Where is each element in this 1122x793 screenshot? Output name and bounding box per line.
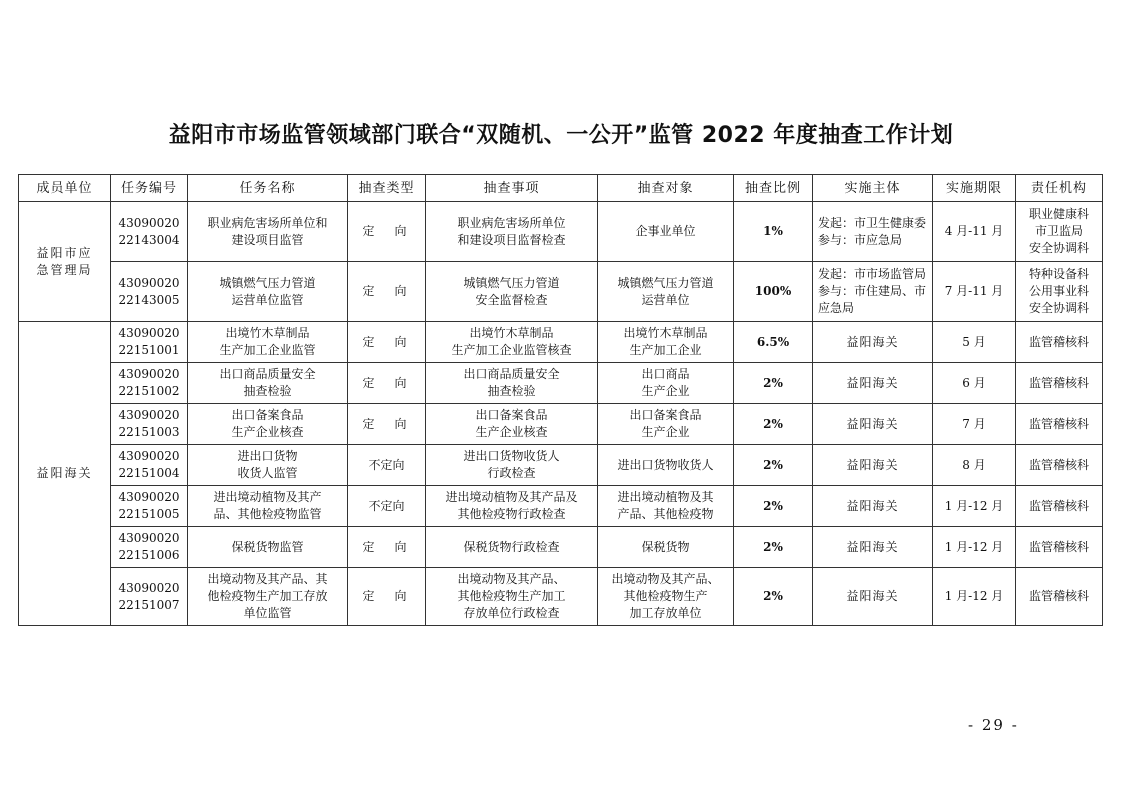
cell-line: 企事业单位: [635, 224, 696, 238]
cell-line: 监管稽核科: [1028, 457, 1089, 472]
check-target-cell: [598, 404, 734, 445]
task-name-cell: [188, 322, 348, 363]
responsible-cell: [1016, 262, 1103, 322]
check-ratio-cell: 6.5%: [734, 322, 813, 363]
responsible-cell: [1016, 445, 1103, 486]
cell-line: 出境竹木草制品: [623, 326, 708, 340]
implementer-cell: [813, 363, 933, 404]
task-name-cell: [188, 527, 348, 568]
check-item-cell: [426, 568, 598, 626]
cell-line: 安全协调科: [1028, 241, 1089, 255]
table-row: [19, 404, 1103, 445]
responsible-cell: [1016, 202, 1103, 262]
table-row: [19, 445, 1103, 486]
cell-line: 他检疫物生产加工存放: [207, 589, 328, 603]
check-item-cell: [426, 445, 598, 486]
check-target-cell: [598, 568, 734, 626]
cell-line: 22151002: [118, 384, 180, 398]
task-name-cell: [188, 262, 348, 322]
check-type-cell: 定 向: [348, 404, 426, 445]
column-header: 抽查对象: [598, 175, 734, 202]
cell-line: 监管稽核科: [1028, 539, 1089, 554]
table-row: [19, 262, 1103, 322]
cell-line: 进出境动植物及其: [617, 490, 714, 504]
cell-line: 安全协调科: [1028, 301, 1089, 315]
cell-line: 22143004: [118, 232, 180, 247]
cell-line: 安全监督检查: [475, 292, 548, 307]
cell-line: 抽查检验: [243, 384, 292, 398]
table-row: [19, 527, 1103, 568]
cell-line: 43090020: [118, 449, 180, 463]
cell-line: 公用事业科: [1028, 284, 1089, 298]
cell-line: 职业健康科: [1028, 207, 1089, 221]
implementer-cell: [813, 527, 933, 568]
cell-line: 进出口货物收货人: [463, 449, 560, 463]
cell-line: 行政检查: [487, 466, 536, 480]
cell-line: 益阳市应: [36, 245, 93, 260]
task-name-cell: [188, 486, 348, 527]
table-row: [19, 322, 1103, 363]
task-code-cell: [111, 363, 188, 404]
column-header: 抽查类型: [348, 175, 426, 202]
cell-line: 出境动物及其产品、其: [207, 572, 328, 586]
cell-line: 城镇燃气压力管道: [219, 275, 316, 290]
header-row: [19, 175, 1103, 202]
check-ratio-cell: 2%: [734, 486, 813, 527]
check-item-cell: [426, 262, 598, 322]
cell-line: 益阳海关: [846, 498, 899, 513]
column-header: 实施期限: [933, 175, 1016, 202]
check-type-cell: 不定向: [348, 445, 426, 486]
cell-line: 加工存放单位: [629, 606, 702, 620]
column-header: 抽查事项: [426, 175, 598, 202]
cell-line: 参与：市住建局、市: [818, 284, 927, 298]
cell-line: 22151007: [118, 597, 180, 612]
period-cell: 1 月-12 月: [933, 486, 1016, 527]
cell-line: 其他检疫物生产加工: [457, 589, 566, 603]
cell-line: 监管稽核科: [1028, 416, 1089, 431]
period-cell: 7 月: [933, 404, 1016, 445]
responsible-cell: [1016, 404, 1103, 445]
cell-line: 生产加工企业监管核查: [451, 343, 572, 357]
member-unit-cell: [19, 322, 111, 626]
cell-line: 产品、其他检疫物: [617, 507, 714, 521]
table-row: [19, 363, 1103, 404]
table-row: [19, 486, 1103, 527]
cell-line: 22151005: [118, 507, 180, 521]
period-cell: 1 月-12 月: [933, 568, 1016, 626]
cell-line: 保税货物行政检查: [463, 539, 560, 554]
task-name-cell: [188, 363, 348, 404]
check-ratio-cell: 2%: [734, 445, 813, 486]
cell-line: 城镇燃气压力管道: [463, 275, 560, 290]
member-unit-cell: [19, 202, 111, 322]
check-ratio-cell: 2%: [734, 404, 813, 445]
cell-line: 急管理局: [36, 262, 93, 277]
check-target-cell: [598, 322, 734, 363]
cell-line: 存放单位行政检查: [463, 606, 560, 620]
cell-line: 监管稽核科: [1028, 498, 1089, 513]
cell-line: 生产加工企业监管: [219, 343, 316, 357]
cell-line: 生产企业核查: [475, 425, 548, 439]
cell-line: 发起：市卫生健康委: [818, 215, 927, 230]
cell-line: 43090020: [118, 326, 180, 340]
cell-line: 生产企业: [641, 425, 690, 439]
cell-line: 22151004: [118, 466, 180, 480]
cell-line: 建设项目监管: [231, 232, 304, 247]
cell-line: 职业病危害场所单位和: [207, 215, 328, 230]
check-ratio-cell: 2%: [734, 527, 813, 568]
task-code-cell: [111, 445, 188, 486]
cell-line: 43090020: [118, 408, 180, 422]
cell-line: 出口备案食品: [629, 408, 702, 422]
period-cell: 7 月-11 月: [933, 262, 1016, 322]
cell-line: 职业病危害场所单位: [457, 215, 566, 230]
cell-line: 22151001: [118, 343, 180, 357]
cell-line: 出境竹木草制品: [225, 326, 310, 340]
responsible-cell: [1016, 568, 1103, 626]
implementer-cell: [813, 568, 933, 626]
cell-line: 参与：市应急局: [818, 232, 903, 247]
implementer-cell: [813, 202, 933, 262]
task-code-cell: [111, 486, 188, 527]
cell-line: 43090020: [118, 215, 180, 230]
cell-line: 出境动物及其产品、: [457, 572, 566, 586]
cell-line: 益阳海关: [846, 539, 899, 554]
check-type-cell: 定 向: [348, 202, 426, 262]
check-type-cell: 定 向: [348, 322, 426, 363]
responsible-cell: [1016, 527, 1103, 568]
task-code-cell: [111, 202, 188, 262]
cell-line: 特种设备科: [1028, 267, 1089, 281]
period-cell: 1 月-12 月: [933, 527, 1016, 568]
cell-line: 保税货物: [641, 539, 690, 554]
task-code-cell: [111, 404, 188, 445]
cell-line: 出口备案食品: [231, 408, 304, 422]
check-type-cell: 定 向: [348, 363, 426, 404]
period-cell: 5 月: [933, 322, 1016, 363]
task-code-cell: [111, 568, 188, 626]
cell-line: 其他检疫物生产: [623, 589, 708, 603]
cell-line: 益阳海关: [846, 589, 899, 603]
cell-line: 监管稽核科: [1028, 589, 1089, 603]
cell-line: 生产企业: [641, 384, 690, 398]
cell-line: 生产企业核查: [231, 425, 304, 439]
column-header: 任务编号: [111, 175, 188, 202]
cell-line: 运营单位监管: [231, 292, 304, 307]
column-header: 任务名称: [188, 175, 348, 202]
cell-line: 进出境动植物及其产: [213, 490, 322, 504]
cell-line: 收货人监管: [237, 466, 298, 480]
cell-line: 43090020: [118, 367, 180, 381]
cell-line: 市卫监局: [1034, 224, 1083, 238]
cell-line: 进出口货物收货人: [617, 457, 714, 472]
column-header: 责任机构: [1016, 175, 1103, 202]
cell-line: 22151003: [118, 425, 180, 439]
cell-line: 43090020: [118, 531, 180, 545]
check-target-cell: [598, 262, 734, 322]
page-title: 益阳市市场监管领域部门联合“双随机、一公开”监管 2022 年度抽查工作计划: [168, 123, 954, 148]
cell-line: 监管稽核科: [1028, 334, 1089, 349]
period-cell: 4 月-11 月: [933, 202, 1016, 262]
cell-line: 品、其他检疫物监管: [213, 507, 322, 521]
cell-line: 益阳海关: [846, 375, 899, 390]
task-name-cell: [188, 202, 348, 262]
cell-line: 43090020: [118, 275, 180, 290]
cell-line: 进出口货物: [237, 449, 298, 463]
cell-line: 单位监管: [243, 606, 292, 620]
task-code-cell: [111, 262, 188, 322]
implementer-cell: [813, 262, 933, 322]
task-code-cell: [111, 527, 188, 568]
cell-line: 城镇燃气压力管道: [617, 275, 714, 290]
check-target-cell: [598, 486, 734, 527]
cell-line: 运营单位: [641, 292, 690, 307]
column-header: 实施主体: [813, 175, 933, 202]
cell-line: 益阳海关: [36, 466, 93, 480]
check-ratio-cell: 1%: [734, 202, 813, 262]
period-cell: 8 月: [933, 445, 1016, 486]
cell-line: 出口商品: [641, 367, 690, 381]
cell-line: 应急局: [818, 301, 855, 315]
table-header: [19, 175, 1103, 202]
check-item-cell: [426, 486, 598, 527]
cell-line: 22143005: [118, 292, 180, 307]
plan-table: [18, 174, 1103, 626]
cell-line: 其他检疫物行政检查: [457, 507, 566, 521]
check-ratio-cell: 2%: [734, 568, 813, 626]
cell-line: 出口商品质量安全: [219, 367, 316, 381]
cell-line: 出口商品质量安全: [463, 367, 560, 381]
task-name-cell: [188, 404, 348, 445]
page-number: - 29 -: [968, 716, 1019, 734]
check-target-cell: [598, 202, 734, 262]
responsible-cell: [1016, 363, 1103, 404]
cell-line: 益阳海关: [846, 457, 899, 472]
cell-line: 22151006: [118, 548, 180, 562]
cell-line: 监管稽核科: [1028, 375, 1089, 390]
cell-line: 出境竹木草制品: [469, 326, 554, 340]
check-item-cell: [426, 322, 598, 363]
cell-line: 保税货物监管: [231, 539, 304, 554]
check-item-cell: [426, 202, 598, 262]
check-target-cell: [598, 363, 734, 404]
implementer-cell: [813, 445, 933, 486]
column-header: 抽查比例: [734, 175, 813, 202]
cell-line: 益阳海关: [846, 334, 899, 349]
cell-line: 出境动物及其产品、: [611, 572, 720, 586]
check-type-cell: 定 向: [348, 527, 426, 568]
implementer-cell: [813, 404, 933, 445]
cell-line: 发起：市市场监管局: [818, 267, 927, 281]
implementer-cell: [813, 486, 933, 527]
check-ratio-cell: 100%: [734, 262, 813, 322]
responsible-cell: [1016, 322, 1103, 363]
column-header: 成员单位: [19, 175, 111, 202]
cell-line: 43090020: [118, 490, 180, 504]
check-type-cell: 不定向: [348, 486, 426, 527]
table-row: [19, 202, 1103, 262]
cell-line: 抽查检验: [487, 384, 536, 398]
responsible-cell: [1016, 486, 1103, 527]
period-cell: 6 月: [933, 363, 1016, 404]
cell-line: 43090020: [118, 580, 180, 595]
cell-line: 出口备案食品: [475, 408, 548, 422]
implementer-cell: [813, 322, 933, 363]
check-ratio-cell: 2%: [734, 363, 813, 404]
task-code-cell: [111, 322, 188, 363]
check-item-cell: [426, 363, 598, 404]
check-target-cell: [598, 445, 734, 486]
check-item-cell: [426, 404, 598, 445]
task-name-cell: [188, 568, 348, 626]
check-type-cell: 定 向: [348, 262, 426, 322]
cell-line: 生产加工企业: [629, 343, 702, 357]
table-row: [19, 568, 1103, 626]
cell-line: 益阳海关: [846, 416, 899, 431]
cell-line: 进出境动植物及其产品及: [445, 490, 578, 504]
task-name-cell: [188, 445, 348, 486]
cell-line: 和建设项目监督检查: [457, 232, 566, 247]
check-item-cell: [426, 527, 598, 568]
table-body: [19, 202, 1103, 626]
check-target-cell: [598, 527, 734, 568]
check-type-cell: 定 向: [348, 568, 426, 626]
